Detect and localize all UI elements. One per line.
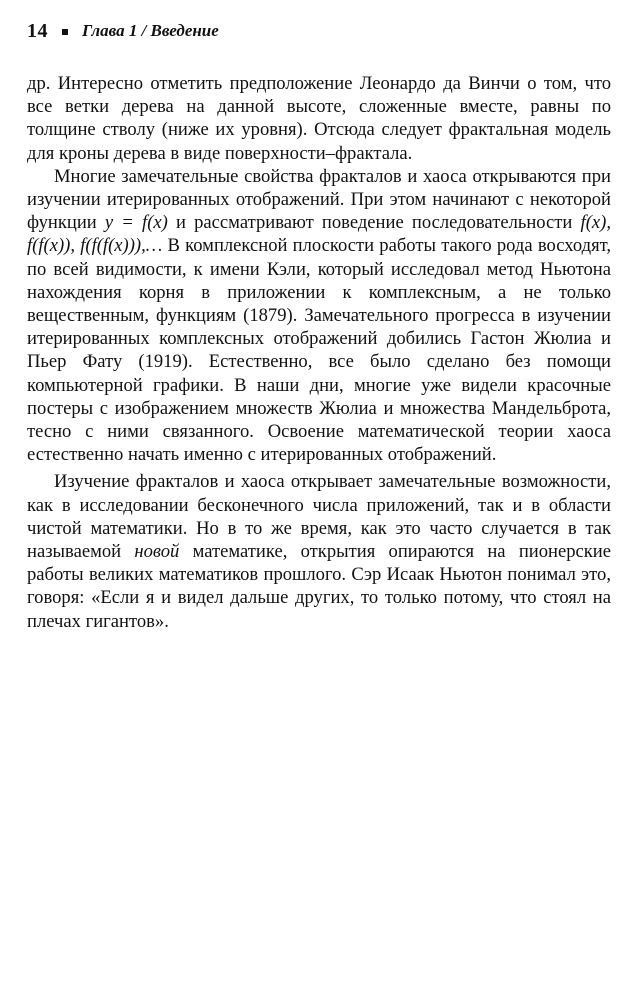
function-formula: y = f(x) (104, 212, 168, 234)
paragraph-2 (27, 165, 611, 467)
paragraph-1-text: др. Интересно отметить предположение Леонардо да Винчи о том, что все ветки дерева на данной высоте, сложенные вместе, равны по толщине стволу (ниже их уровня). Отсюда следует фрактальная модель для кроны дерева в виде поверхности–фрактала. (27, 73, 611, 164)
paragraph-1 (27, 72, 611, 165)
sequence-formula: f(x), f(f(x)), f(f(f(x))),… (27, 212, 611, 257)
paragraph-2-lead: Многие замечательные свойства фракталов и хаоса открываются при изучении итерированных отображений. При этом начинают с некоторой функции (27, 165, 611, 234)
paragraph-2-rest: В комплексной плоскости работы такого рода восходят, по всей видимости, к имени Кэли, который исследовал метод Ньютона нахождения корня в приложении к комплексным, а не только вещественным, функциям (1879). Замечательного прогресса в изучении итерированных комплексных отображений добились Гастон Жюлиа и Пьер Фату (1919). Естественно, все было сделано без помощи компьютерной графики. В наши дни, многие уже видели красочные постеры с изображением множеств Жюлиа и множества Мандельброта, тесно с ними связанного. Освоение математической теории хаоса естественно начать именно с итерированных отображений. (27, 235, 611, 466)
page-number: 14 (27, 19, 48, 42)
square-bullet-icon (62, 29, 68, 35)
emphasized-word: новой (134, 541, 180, 563)
body-text (27, 72, 611, 633)
paragraph-3 (27, 470, 611, 632)
paragraph-3-lead: Изучение фракталов и хаоса открывает замечательные возможности, как в исследовании бесконечного числа приложений, так и в области чистой математики. Но в то же время, как это часто случается в так называемой (27, 471, 611, 563)
chapter-title: Глава 1 / Введение (82, 21, 219, 40)
paragraph-3-rest: математике, открытия опираются на пионерские работы великих математиков прошлого. Сэр Исаак Ньютон понимал это, говоря: «Если я и видел дальше других, то только потому, что стоял на плечах гигантов». (27, 541, 612, 632)
paragraph-2-middle: и рассматривают поведение последовательности (167, 212, 581, 234)
running-head (27, 18, 219, 44)
